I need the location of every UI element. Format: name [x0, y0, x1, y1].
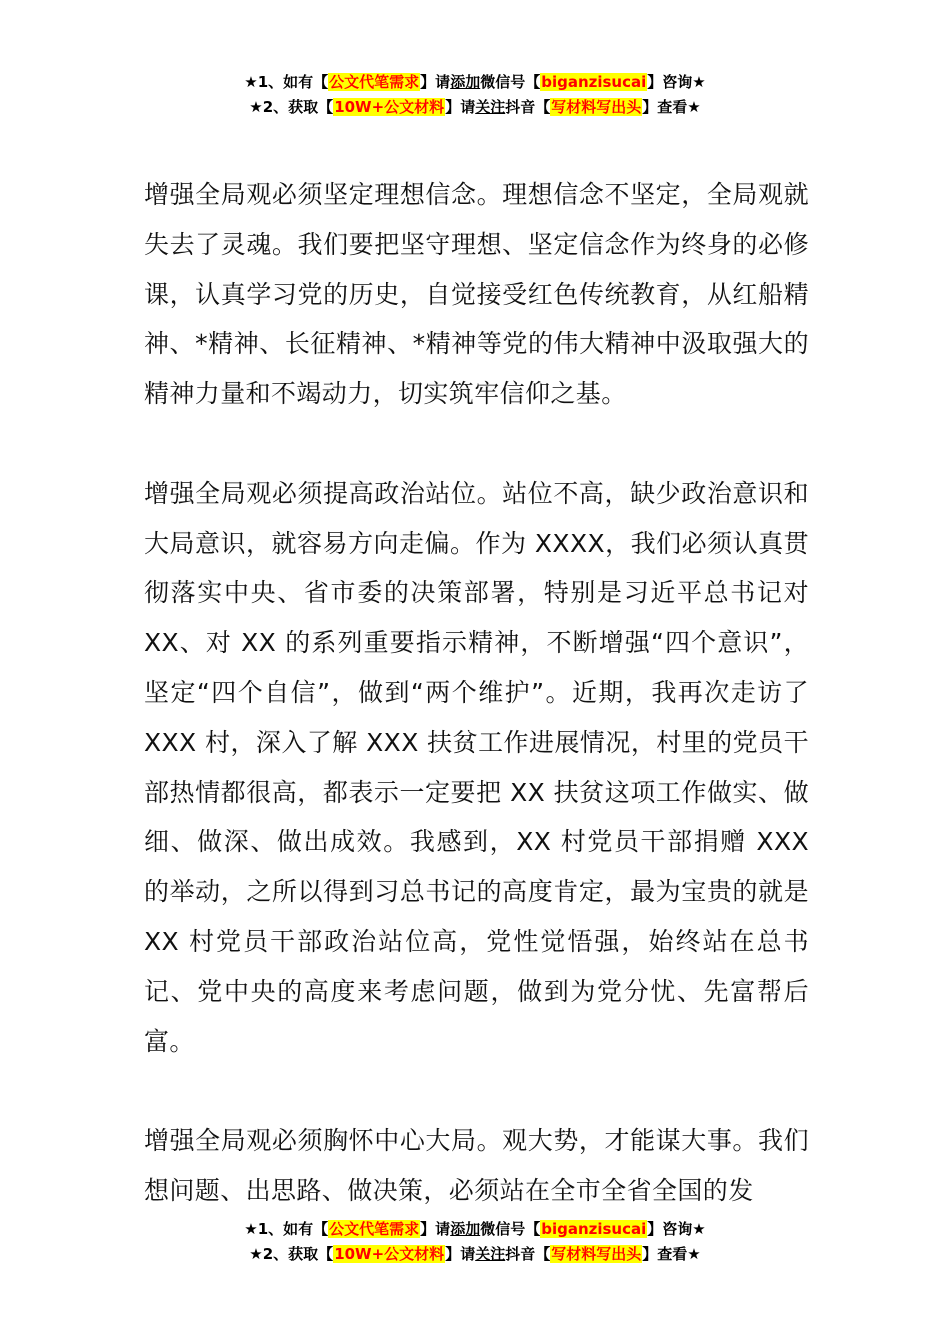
footer-line-1: ★1、如有【公文代笔需求】请添加微信号【biganzisucai】咨询★: [244, 1220, 706, 1238]
banner-highlight-service: 公文代笔需求: [329, 73, 420, 91]
banner-highlight-douyin: 写材料写出头: [551, 98, 642, 116]
paragraph-ideals: 增强全局观必须坚定理想信念。理想信念不坚定，全局观就失去了灵魂。我们要把坚守理想、坚定信念作为终身的必修课，认真学习党的历史，自觉接受红色传统教育，从红船精神、*精神、长征精神、*精神等党的伟大精神中汲取强大的精神力量和不竭动力，切实筑牢信仰之基。: [144, 180, 809, 409]
banner-line-2: ★2、获取【10W+公文材料】请关注抖音【写材料写出头】查看★: [249, 98, 701, 116]
header-banner: [0, 70, 950, 120]
footer-highlight-service: 公文代笔需求: [329, 1220, 420, 1238]
document-body: [144, 170, 809, 1266]
banner-line-1: ★1、如有【公文代笔需求】请添加微信号【biganzisucai】咨询★: [244, 73, 706, 91]
footer-highlight-materials: 10W+公文材料: [334, 1245, 445, 1263]
footer-highlight-wechat-id: biganzisucai: [541, 1220, 647, 1238]
banner-highlight-materials: 10W+公文材料: [334, 98, 445, 116]
footer-banner: [0, 1217, 950, 1267]
banner-highlight-wechat-id: biganzisucai: [541, 73, 647, 91]
paragraph-political-stance: 增强全局观必须提高政治站位。站位不高，缺少政治意识和大局意识，就容易方向走偏。作为 XXXX，我们必须认真贯彻落实中央、省市委的决策部署，特别是习近平总书记对 XX、对 XX 的系列重要指示精神，不断增强“四个意识”，坚定“四个自信”，做到“两个维护”。近期，我再次走访了 XXX 村，深入了解 XXX 扶贫工作进展情况，村里的党员干部热情都很高，都表示一定要把 XX 扶贫这项工作做实、做细、做深、做出成效。我感到，XX 村党员干部捐赠 XXX 的举动，之所以得到习总书记的高度肯定，最为宝贵的就是 XX 村党员干部政治站位高，党性觉悟强，始终站在总书记、党中央的高度来考虑问题，做到为党分忧、先富帮后富。: [144, 478, 809, 1056]
footer-highlight-douyin: 写材料写出头: [551, 1245, 642, 1263]
footer-line-2: ★2、获取【10W+公文材料】请关注抖音【写材料写出头】查看★: [249, 1245, 701, 1263]
paragraph-central-overall: 增强全局观必须胸怀中心大局。观大势，才能谋大事。我们想问题、出思路、做决策，必须站在全市全省全国的发: [144, 1126, 809, 1205]
